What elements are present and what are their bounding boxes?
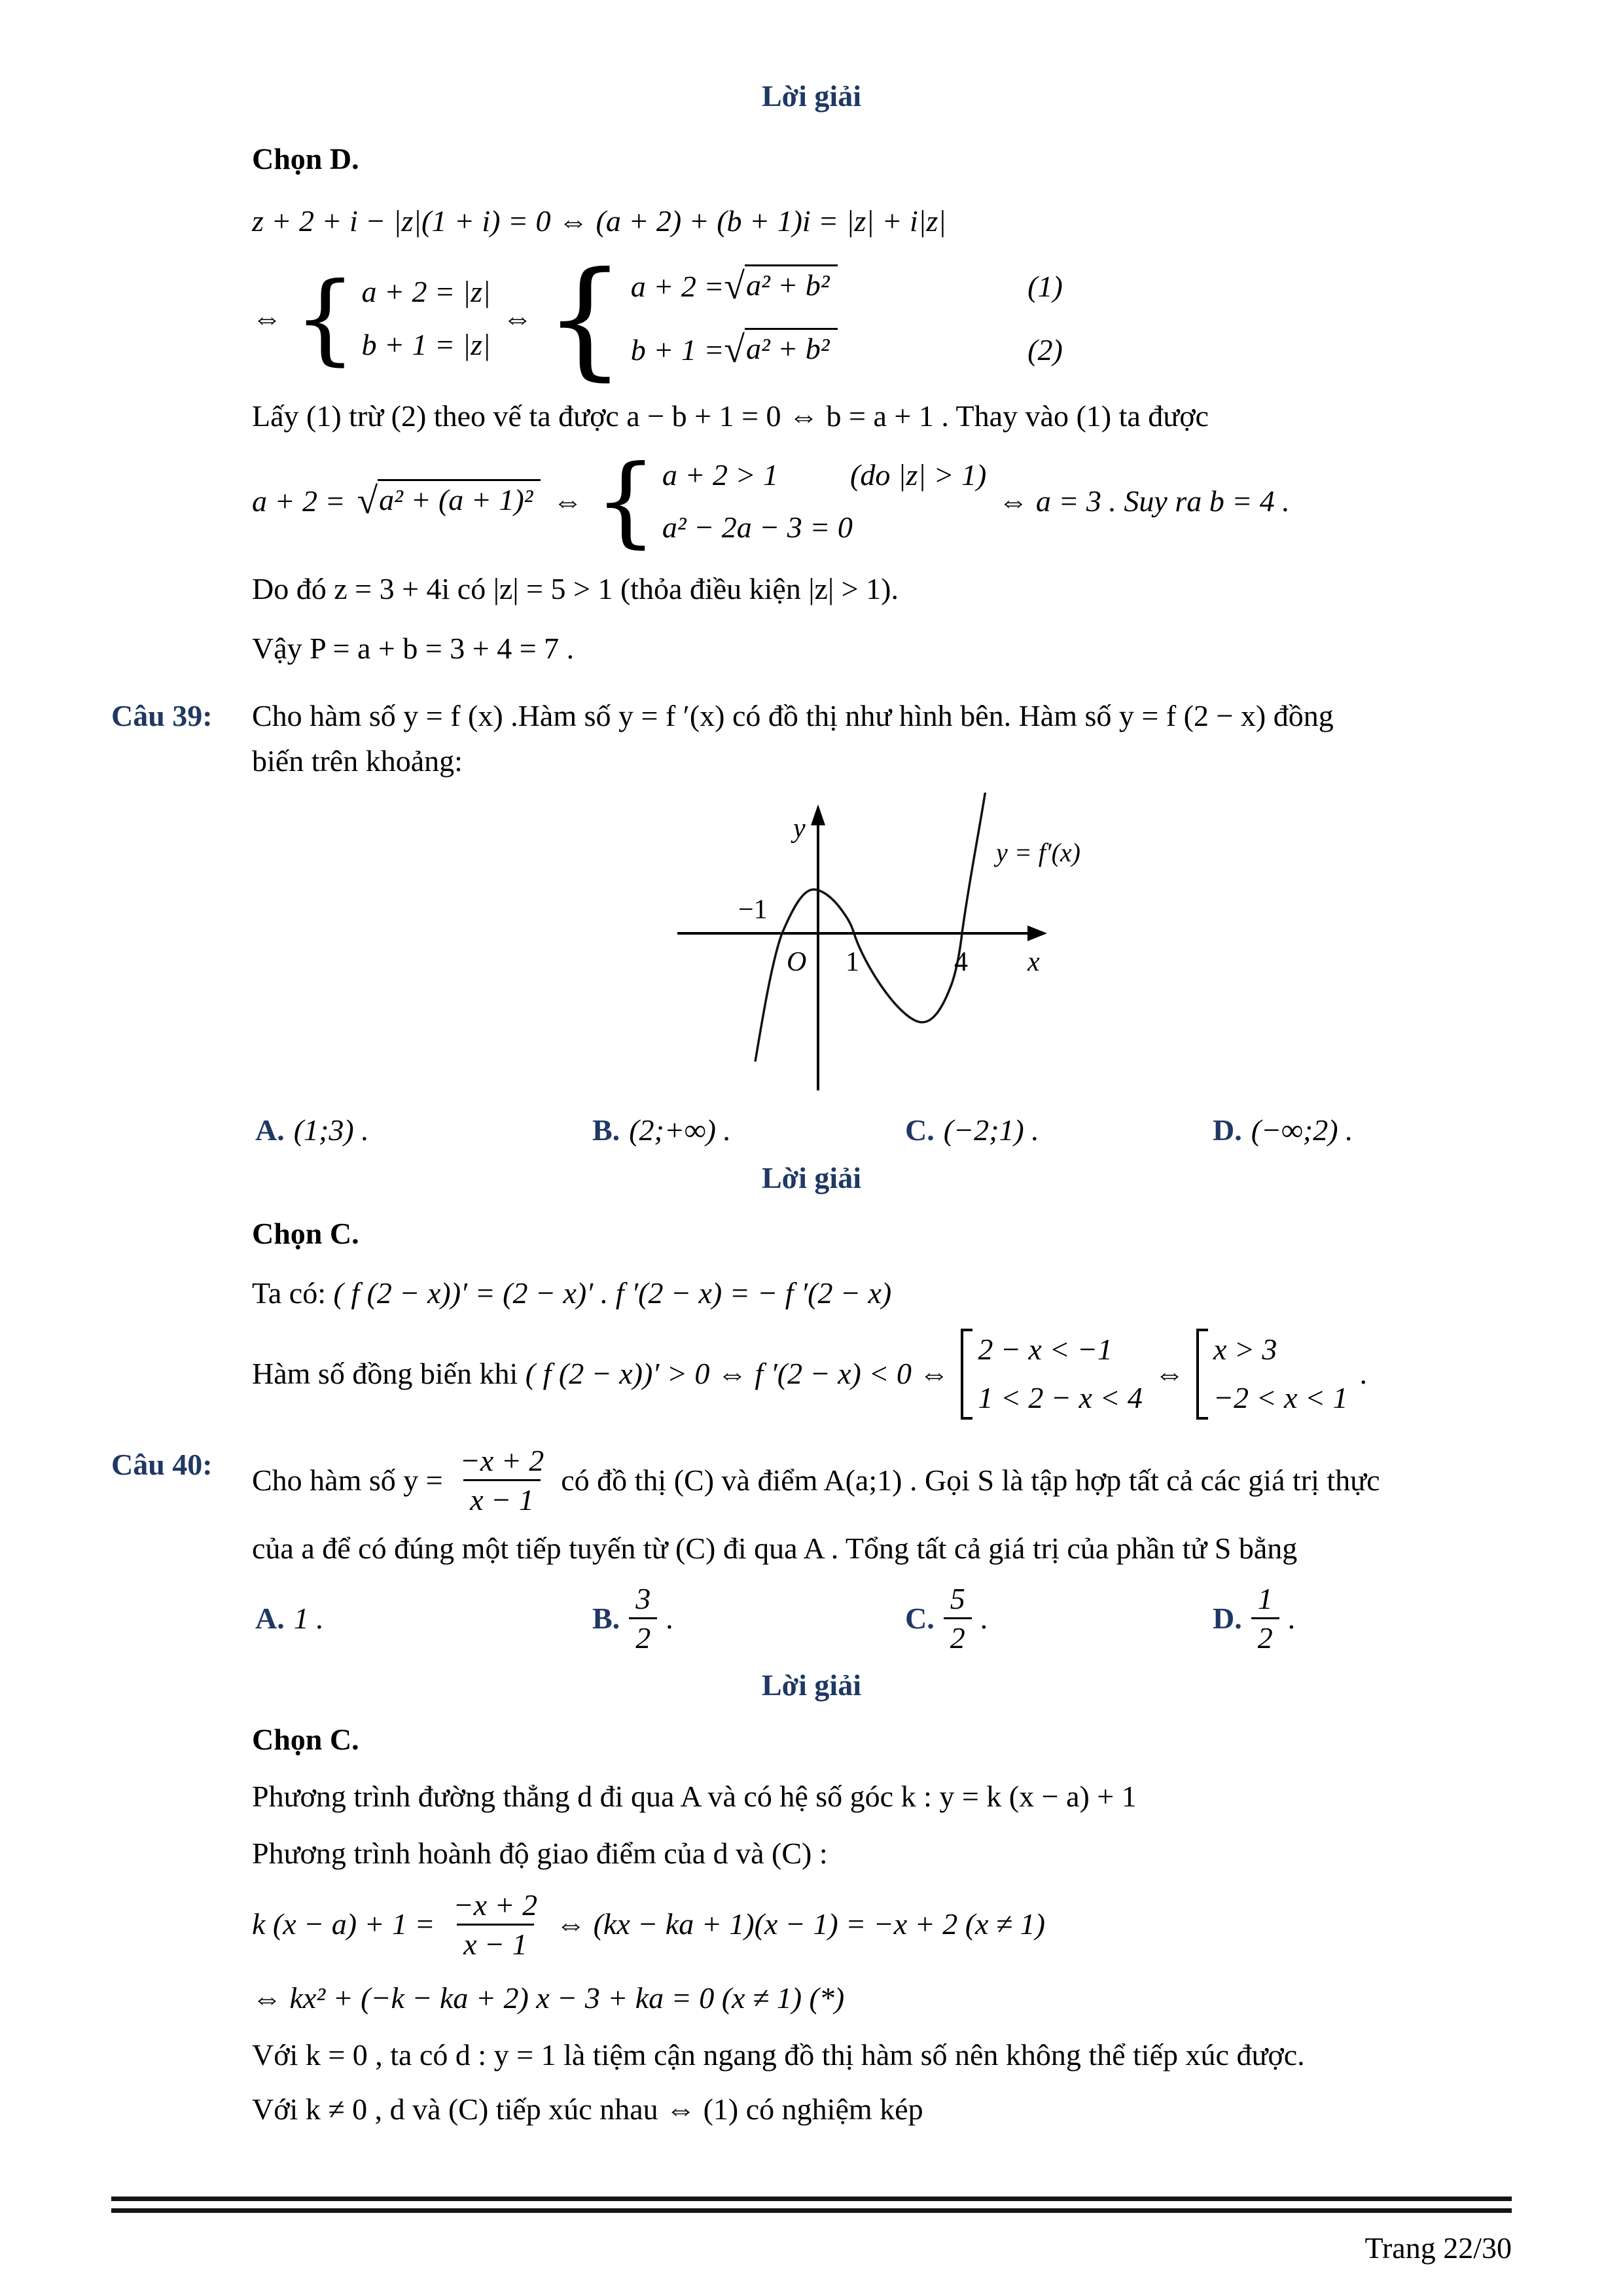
question-40-text-line2: của a để có đúng một tiếp tuyến từ (C) đi qua A . Tổng tất cả giá trị của phần tử S bằng bbox=[252, 1531, 1298, 1565]
tick-label-4: 4 bbox=[954, 946, 968, 977]
q38-eq1: z + 2 + i − |z|(1 + i) = 0 ⇔ (a + 2) + (b + 1)i = |z| + i|z| bbox=[252, 204, 946, 238]
q38-system bbox=[252, 243, 1512, 393]
q40-kneq0-line: Với k ≠ 0 , d và (C) tiếp xúc nhau ⇔ (1) có nghiệm kép bbox=[252, 2092, 923, 2126]
iff-symbol: ⇔ bbox=[502, 301, 533, 335]
question-40-text-line1: Cho hàm số y = $\frac{-x + 2}{x - 1}$ có đồ thị (C) và điểm A(a;1) . Gọi S là tập hợp tất cả các giá trị thực bbox=[252, 1442, 1512, 1519]
case-row: x > 3 bbox=[1213, 1332, 1277, 1366]
fraction: $\frac{3}{2}$ bbox=[629, 1580, 657, 1657]
q40-choose: Chọn C. bbox=[252, 1722, 359, 1756]
case-row: 1 < 2 − x < 4 bbox=[978, 1381, 1143, 1415]
q40-sol-line2: Phương trình hoành độ giao điểm của d và (C) : bbox=[252, 1836, 828, 1870]
case-row: b + 1 = |z| bbox=[361, 327, 491, 361]
brace-cases-2: { a + 2 = √a² + b² (1) b + 1 = √a² + b² (2) bbox=[544, 243, 1063, 393]
question-40-label: Câu 40: bbox=[111, 1447, 213, 1481]
iff-symbol: ⇔ bbox=[252, 301, 282, 335]
curve-label: y = f′(x) bbox=[996, 837, 1081, 867]
sqrt-expression: √a² + b² bbox=[724, 260, 837, 314]
case-row: a² − 2a − 3 = 0 bbox=[662, 511, 853, 545]
tick-label-neg1: −1 bbox=[738, 894, 768, 925]
fraction: $\frac{-x + 2}{x - 1}$ bbox=[454, 1442, 551, 1519]
derivative-graph-figure bbox=[615, 793, 1119, 1101]
solution-heading-3: Lời giải bbox=[762, 1668, 861, 1702]
radical-sign: √ bbox=[724, 266, 745, 307]
x-axis-label: x bbox=[1027, 946, 1040, 977]
y-axis-label: y bbox=[793, 813, 806, 844]
q40-k0-line: Với k = 0 , ta có d : y = 1 là tiệm cận ngang đồ thị hàm số nên không thể tiếp xúc được. bbox=[252, 2037, 1305, 2072]
question-39-label: Câu 39: bbox=[111, 698, 213, 732]
page-number: Trang 22/30 bbox=[1364, 2231, 1512, 2265]
radical-sign: √ bbox=[724, 329, 745, 370]
option-c: C. (−2;1) . bbox=[905, 1113, 1039, 1147]
equation-number: (2) bbox=[1027, 332, 1063, 367]
option-a: A. (1;3) . bbox=[255, 1113, 369, 1147]
iff-symbol: ⇔ bbox=[552, 484, 583, 518]
question-40-options bbox=[255, 1580, 1512, 1657]
radical-sign: √ bbox=[357, 480, 378, 522]
option-d: D. $\frac{1}{2}$ . bbox=[1213, 1580, 1512, 1657]
option-b: B. $\frac{3}{2}$ . bbox=[592, 1580, 905, 1657]
case-row: 2 − x < −1 bbox=[978, 1332, 1113, 1366]
question-40 bbox=[111, 1442, 1512, 1571]
f-prime-curve bbox=[755, 793, 986, 1062]
footer-double-rule bbox=[111, 2197, 1512, 2213]
period: . bbox=[1359, 1356, 1367, 1390]
solution-heading-2: Lời giải bbox=[762, 1160, 861, 1194]
sqrt-expression: √a² + (a + 1)² bbox=[357, 475, 541, 528]
graph-svg bbox=[615, 793, 1119, 1094]
origin-label: O bbox=[787, 946, 807, 977]
left-square-bracket bbox=[1196, 1329, 1208, 1420]
fraction: $\frac{1}{2}$ bbox=[1251, 1580, 1279, 1657]
page-footer bbox=[111, 2197, 1512, 2266]
q39-monotone-line: Hàm số đồng biến khi ( f (2 − x))′ > 0 ⇔ f ′(2 − x) < 0 ⇔ 2 − x < −1 1 < 2 − x < 4 ⇔ x > 3 −2 < x < 1 . bbox=[252, 1329, 1512, 1420]
option-b: B. (2;+∞) . bbox=[592, 1113, 731, 1147]
brace-cases-1: { a + 2 = |z| b + 1 = |z| bbox=[294, 261, 491, 376]
solution-heading-1: Lời giải bbox=[762, 79, 861, 113]
q39-taco-line: Ta có: ( f (2 − x))′ = (2 − x)′ . f ′(2 − x) = − f ′(2 − x) bbox=[252, 1276, 892, 1310]
equation-number: (1) bbox=[1027, 270, 1063, 304]
q38-vay-line: Vậy P = a + b = 3 + 4 = 7 . bbox=[252, 631, 575, 665]
case-row: a + 2 = |z| bbox=[361, 275, 491, 309]
condition-note: (do |z| > 1) bbox=[850, 458, 987, 492]
case-row: −2 < x < 1 bbox=[1213, 1381, 1348, 1415]
q38-eq2: a + 2 = √a² + (a + 1)² ⇔ { a + 2 > 1 (do |z| > 1) a² − 2a − 3 = 0 ⇔ a = 3 . Suy ra b = 4 . bbox=[252, 444, 1290, 559]
fraction: $\frac{-x + 2}{x - 1}$ bbox=[447, 1886, 544, 1964]
left-square-bracket bbox=[961, 1329, 972, 1420]
q40-sol-line1: Phương trình đường thẳng d đi qua A và có hệ số góc k : y = k (x − a) + 1 bbox=[252, 1779, 1137, 1813]
case-row: b + 1 = √a² + b² (2) bbox=[631, 324, 1063, 377]
q38-choose: Chọn D. bbox=[252, 142, 359, 175]
option-c: C. $\frac{5}{2}$ . bbox=[905, 1580, 1213, 1657]
x-axis-arrow bbox=[1027, 925, 1047, 941]
q39-choose: Chọn C. bbox=[252, 1216, 359, 1250]
q40-eqkx: ⇔ kx² + (−k − ka + 2) x − 3 + ka = 0 (x ≠ 1) (*) bbox=[252, 1981, 845, 2015]
or-bracket-2 bbox=[1196, 1329, 1348, 1420]
fraction: $\frac{5}{2}$ bbox=[944, 1580, 972, 1657]
iff-symbol: ⇔ bbox=[1154, 1356, 1185, 1390]
brace-cases-3: { a + 2 > 1 (do |z| > 1) a² − 2a − 3 = 0 bbox=[594, 444, 987, 559]
case-row: a + 2 > 1 (do |z| > 1) bbox=[662, 454, 986, 496]
q38-subtract-line: Lấy (1) trừ (2) theo vế ta được a − b + 1 = 0 ⇔ b = a + 1 . Thay vào (1) ta được bbox=[252, 399, 1209, 433]
question-39-text-line1: Cho hàm số y = f (x) .Hàm số y = f ′(x) có đồ thị như hình bên. Hàm số y = f (2 − x) đồng bbox=[252, 698, 1334, 732]
q38-dodo-line: Do đó z = 3 + 4i có |z| = 5 > 1 (thỏa điều kiện |z| > 1). bbox=[252, 571, 899, 605]
q40-eqk: k (x − a) + 1 = $\frac{-x + 2}{x - 1}$ ⇔ (kx − ka + 1)(x − 1) = −x + 2 (x ≠ 1) bbox=[252, 1886, 1512, 1964]
option-a: A. 1 . bbox=[255, 1602, 324, 1636]
tick-label-1: 1 bbox=[846, 946, 859, 977]
sqrt-expression: √a² + b² bbox=[724, 324, 837, 377]
option-d: D. (−∞;2) . bbox=[1213, 1113, 1353, 1147]
question-40-body bbox=[252, 1442, 1512, 1571]
case-row: a + 2 = √a² + b² (1) bbox=[631, 260, 1063, 314]
or-bracket-1 bbox=[961, 1329, 1143, 1420]
question-39-text-line2: biến trên khoảng: bbox=[252, 744, 463, 778]
question-39 bbox=[111, 693, 1512, 783]
question-39-body bbox=[252, 693, 1512, 783]
y-axis-arrow bbox=[811, 804, 825, 825]
question-39-options bbox=[255, 1113, 1512, 1147]
eq2-tail: ⇔ a = 3 . Suy ra b = 4 . bbox=[998, 484, 1290, 518]
